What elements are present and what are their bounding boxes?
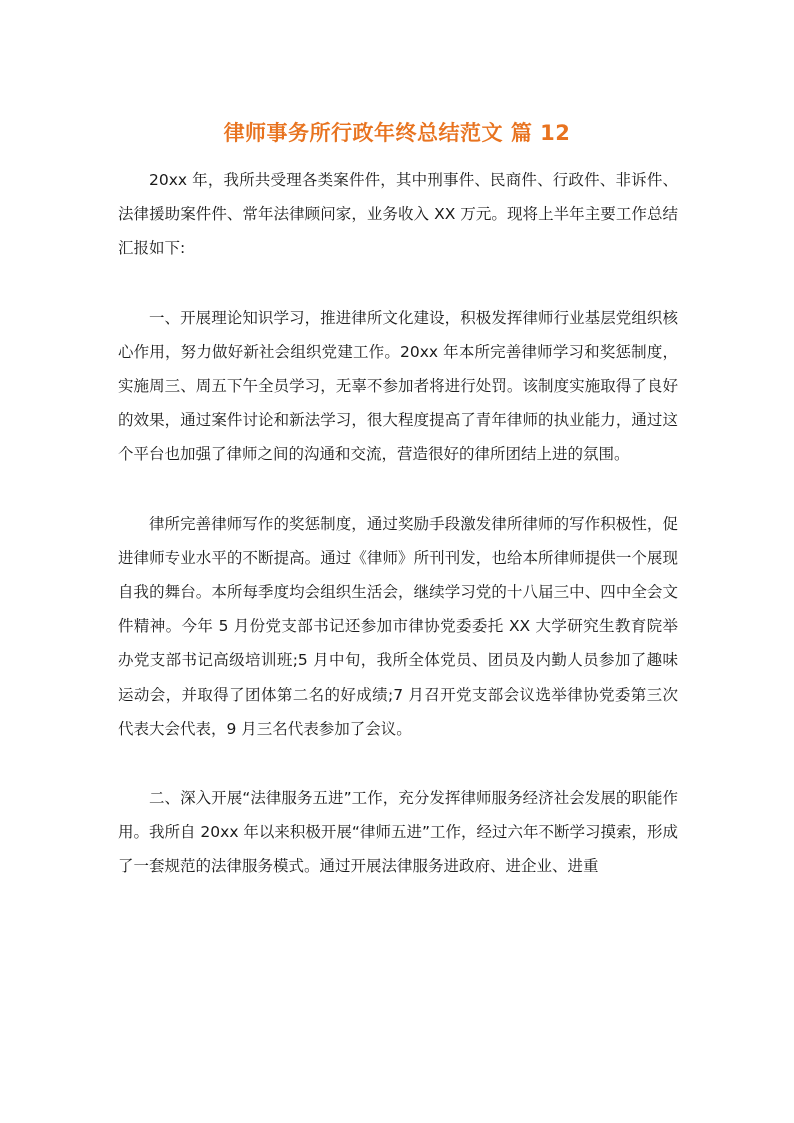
paragraph-section-two: 二、深入开展“法律服务五进”工作，充分发挥律师服务经济社会发展的职能作用。我所自 20xx 年以来积极开展“律师五进”工作，经过六年不断学习摸索，形成了一套规范的法律服务模式。通过开展法律服务进政府、进企业、进重	[118, 789, 678, 876]
paragraph-intro: 20xx 年，我所共受理各类案件件，其中刑事件、民商件、行政件、非诉件、法律援助案件件、常年法律顾问家，业务收入 XX 万元。现将上半年主要工作总结汇报如下:	[118, 171, 678, 258]
paragraph-section-one: 一、开展理论知识学习，推进律所文化建设，积极发挥律师行业基层党组织核心作用，努力做好新社会组织党建工作。20xx 年本所完善律师学习和奖惩制度，实施周三、周五下午全员学习，无辜不参加者将进行处罚。该制度实施取得了良好的效果，通过案件讨论和新法学习，很大程度提高了青年律师的执业能力，通过这个平台也加强了律师之间的沟通和交流，营造很好的律所团结上进的氛围。	[118, 308, 678, 464]
paragraph-writing-incentives: 律所完善律师写作的奖惩制度，通过奖励手段激发律所律师的写作积极性，促进律师专业水平的不断提高。通过《律师》所刊刊发，也给本所律师提供一个展现自我的舞台。本所每季度均会组织生活会，继续学习党的十八届三中、四中全会文件精神。今年 5 月份党支部书记还参加市律协党委委托 XX 大学研究生教育院举办党支部书记高级培训班;5 月中旬，我所全体党员、团员及内勤人员参加了趣味运动会，并取得了团体第二名的好成绩;7 月召开党支部会议选举律协党委第三次代表大会代表，9 月三名代表参加了会议。	[118, 514, 678, 738]
document-title: 律师事务所行政年终总结范文 篇 12	[223, 121, 571, 146]
document-body	[118, 163, 678, 919]
